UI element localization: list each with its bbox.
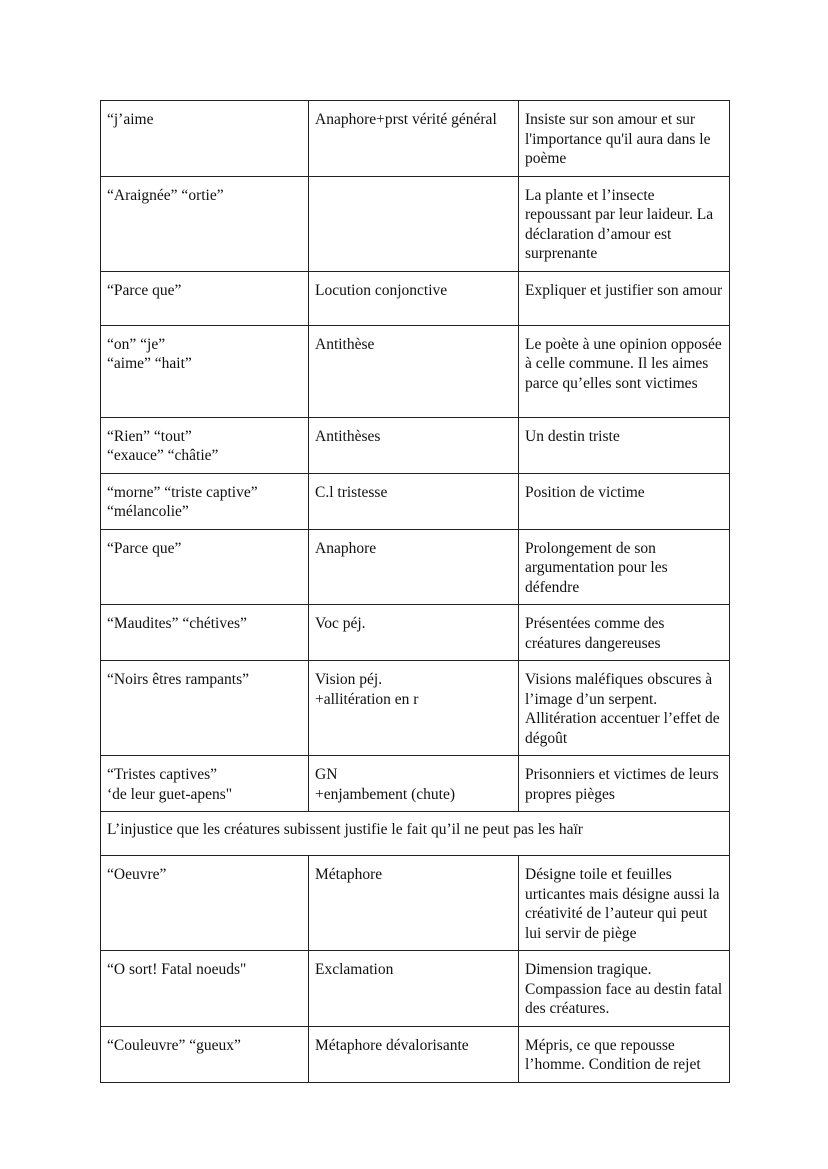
procede-cell: Voc péj.	[309, 605, 519, 661]
citation-cell: “Rien” “tout” “exauce” “châtie”	[101, 417, 309, 473]
table-row	[101, 271, 730, 325]
procede-cell: Anaphore+prst vérité général	[309, 101, 519, 177]
interpretation-cell: La plante et l’insecte repoussant par leur laideur. La déclaration d’amour est surprenante	[519, 176, 730, 271]
table-row	[101, 756, 730, 812]
table-row	[101, 417, 730, 473]
citation-cell: “morne” “triste captive” “mélancolie”	[101, 473, 309, 529]
table-row	[101, 101, 730, 177]
table-row	[101, 951, 730, 1027]
citation-cell: “j’aime	[101, 101, 309, 177]
interpretation-cell: Visions maléfiques obscures à l’image d’un serpent. Allitération accentuer l’effet de dégoût	[519, 661, 730, 756]
citation-cell: “Parce que”	[101, 529, 309, 605]
summary-cell: L’injustice que les créatures subissent justifie le fait qu’il ne peut pas les haïr	[101, 812, 730, 856]
procede-cell: GN +enjambement (chute)	[309, 756, 519, 812]
procede-cell: Exclamation	[309, 951, 519, 1027]
procede-cell	[309, 176, 519, 271]
table-row	[101, 856, 730, 951]
citation-cell: “Noirs êtres rampants”	[101, 661, 309, 756]
citation-cell: “Couleuvre” “gueux”	[101, 1026, 309, 1082]
citation-cell: “Parce que”	[101, 271, 309, 325]
procede-cell: Antithèses	[309, 417, 519, 473]
table-row	[101, 325, 730, 417]
interpretation-cell: Prolongement de son argumentation pour les défendre	[519, 529, 730, 605]
analysis-table-body	[101, 101, 730, 1083]
procede-cell: Métaphore dévalorisante	[309, 1026, 519, 1082]
procede-cell: C.l tristesse	[309, 473, 519, 529]
table-row	[101, 473, 730, 529]
analysis-table	[100, 100, 730, 1083]
citation-cell: “on” “je” “aime” “hait”	[101, 325, 309, 417]
interpretation-cell: Un destin triste	[519, 417, 730, 473]
table-summary-row	[101, 812, 730, 856]
interpretation-cell: Dimension tragique. Compassion face au destin fatal des créatures.	[519, 951, 730, 1027]
procede-cell: Anaphore	[309, 529, 519, 605]
citation-cell: “Maudites” “chétives”	[101, 605, 309, 661]
interpretation-cell: Position de victime	[519, 473, 730, 529]
procede-cell: Antithèse	[309, 325, 519, 417]
table-row	[101, 1026, 730, 1082]
interpretation-cell: Mépris, ce que repousse l’homme. Condition de rejet	[519, 1026, 730, 1082]
citation-cell: “Tristes captives” ‘de leur guet-apens"	[101, 756, 309, 812]
citation-cell: “Oeuvre”	[101, 856, 309, 951]
table-row	[101, 529, 730, 605]
procede-cell: Vision péj. +allitération en r	[309, 661, 519, 756]
interpretation-cell: Présentées comme des créatures dangereuses	[519, 605, 730, 661]
procede-cell: Locution conjonctive	[309, 271, 519, 325]
table-row	[101, 176, 730, 271]
procede-cell: Métaphore	[309, 856, 519, 951]
interpretation-cell: Prisonniers et victimes de leurs propres pièges	[519, 756, 730, 812]
interpretation-cell: Le poète à une opinion opposée à celle commune. Il les aimes parce qu’elles sont victimes	[519, 325, 730, 417]
citation-cell: “O sort! Fatal noeuds"	[101, 951, 309, 1027]
citation-cell: “Araignée” “ortie”	[101, 176, 309, 271]
interpretation-cell: Insiste sur son amour et sur l'importance qu'il aura dans le poème	[519, 101, 730, 177]
table-row	[101, 661, 730, 756]
interpretation-cell: Désigne toile et feuilles urticantes mais désigne aussi la créativité de l’auteur qui peut lui servir de piège	[519, 856, 730, 951]
interpretation-cell: Expliquer et justifier son amour	[519, 271, 730, 325]
table-row	[101, 605, 730, 661]
